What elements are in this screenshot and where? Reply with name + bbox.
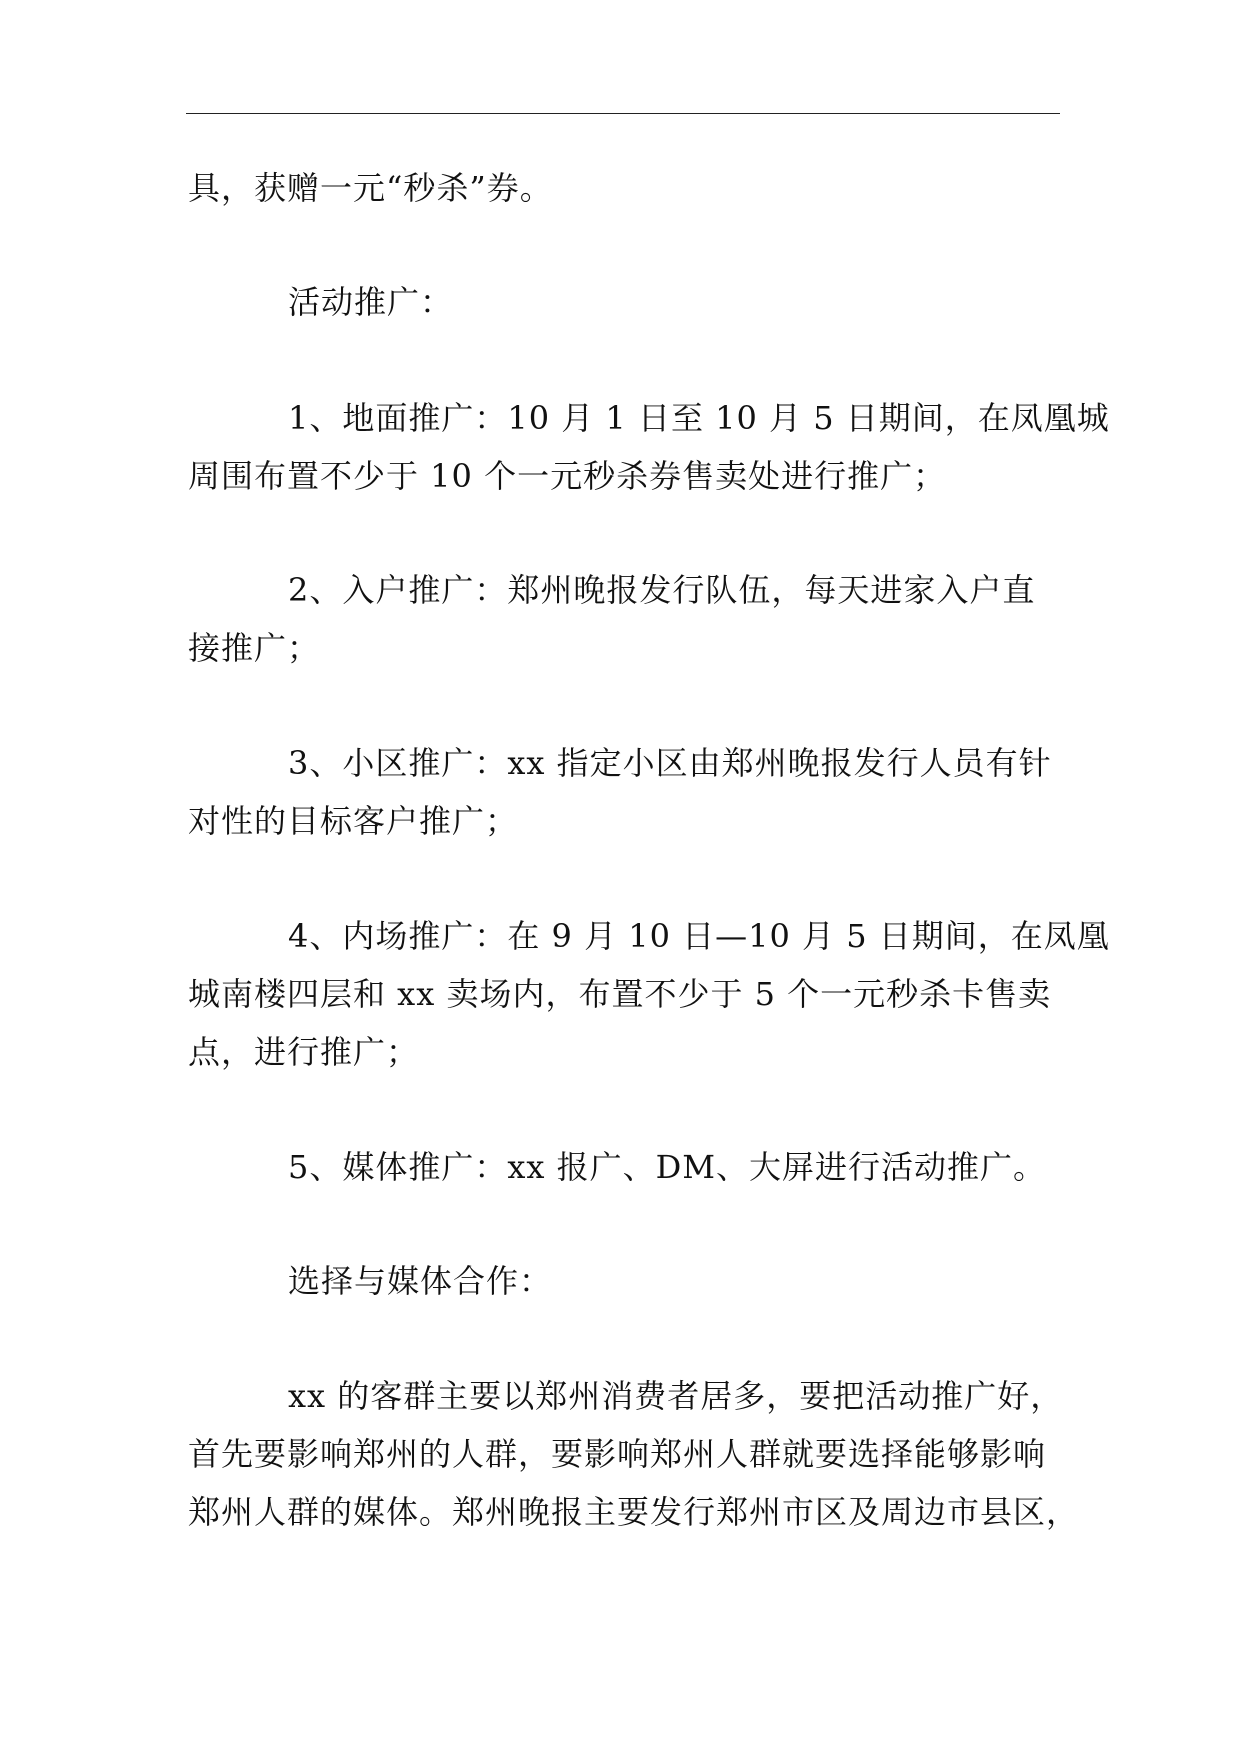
list-item-3-line-1: 3、小区推广：xx 指定小区由郑州晚报发行人员有针 xyxy=(288,744,1052,782)
paragraph-line-1: xx 的客群主要以郑州消费者居多，要把活动推广好， xyxy=(288,1377,1064,1415)
list-item-2-line-2: 接推广； xyxy=(188,629,321,667)
list-item-2-line-1: 2、入户推广：郑州晚报发行队伍，每天进家入户直 xyxy=(288,571,1036,609)
body-line: 具，获赠一元“秒杀”券。 xyxy=(188,169,553,207)
list-item-3-line-2: 对性的目标客户推广； xyxy=(188,802,519,840)
section-heading-media: 选择与媒体合作： xyxy=(288,1262,553,1300)
list-item-1-line-1: 1、地面推广：10 月 1 日至 10 月 5 日期间，在凤凰城 xyxy=(288,399,1110,437)
list-item-4-line-2: 城南楼四层和 xx 卖场内，布置不少于 5 个一元秒杀卡售卖 xyxy=(188,975,1052,1013)
paragraph-line-3: 郑州人群的媒体。郑州晚报主要发行郑州市区及周边市县区， xyxy=(188,1493,1080,1531)
list-item-5-line-1: 5、媒体推广：xx 报广、DM、大屏进行活动推广。 xyxy=(288,1148,1047,1186)
list-item-4-line-1: 4、内场推广：在 9 月 10 日—10 月 5 日期间，在凤凰 xyxy=(288,917,1110,955)
list-item-1-line-2: 周围布置不少于 10 个一元秒杀券售卖处进行推广； xyxy=(188,457,947,495)
section-heading-promotion: 活动推广： xyxy=(288,283,454,321)
paragraph-line-2: 首先要影响郑州的人群，要影响郑州人群就要选择能够影响 xyxy=(188,1435,1047,1473)
header-rule xyxy=(186,113,1060,114)
list-item-4-line-3: 点，进行推广； xyxy=(188,1033,420,1071)
